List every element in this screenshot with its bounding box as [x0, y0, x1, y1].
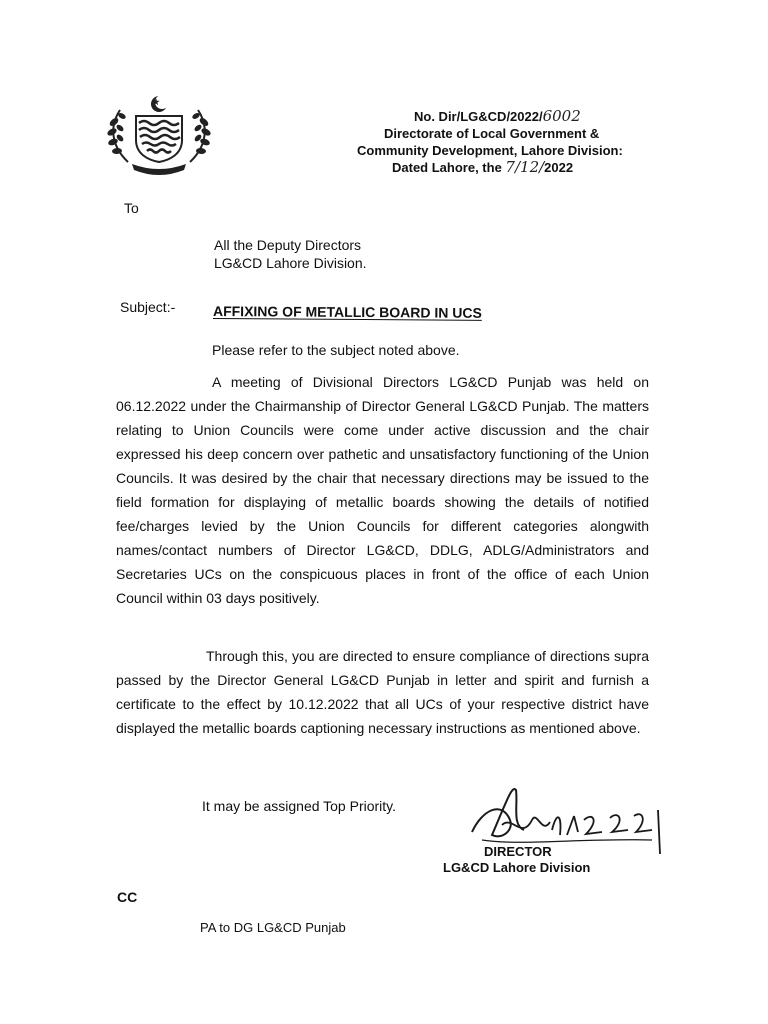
cc-label: CC: [117, 889, 138, 905]
signatory-title: DIRECTOR: [484, 844, 552, 859]
directions-paragraph: Through this, you are directed to ensure compliance of directions supra passed by the Director General LG&CD Punjab in letter and spirit and furnish a certificate to the effect by 10.12.2022 that all UCs of your respective district have displayed the metallic boards captioning necessary instructions as mentioned above.: [116, 648, 649, 736]
letter-number-handwritten: 6002: [542, 107, 581, 125]
office-line-2: Community Development, Lahore Division:: [357, 143, 623, 158]
subject-text: AFFIXING OF METALLIC BOARD IN UCS: [212, 303, 482, 321]
letter-number-prefix: No. Dir/LG&CD/2022/: [414, 109, 543, 124]
dated-prefix: Dated Lahore, the: [392, 160, 506, 175]
five-rivers-shield: [136, 116, 182, 162]
refer-paragraph: Please refer to the subject noted above.: [212, 342, 460, 358]
dated-line: [340, 159, 660, 176]
signatory-office: LG&CD Lahore Division: [443, 860, 591, 875]
reference-header: [340, 108, 660, 176]
recipient-line: LG&CD Lahore Division.: [214, 255, 367, 271]
letter-number: [340, 108, 660, 125]
recipient-line: All the Deputy Directors: [214, 237, 362, 253]
to-label: To: [124, 200, 139, 216]
subject-label: Subject:-: [120, 299, 176, 315]
dated-year: 2022: [544, 160, 574, 175]
crescent-star-icon: [151, 95, 169, 112]
right-wheat-sprig: [190, 110, 212, 162]
meeting-paragraph: A meeting of Divisional Directors LG&CD Punjab was held on 06.12.2022 under the Chairmanship of Director General LG&CD Punjab. The matters relating to Union Councils were come under active discussion and the chair expressed his deep concern over pathetic and unsatisfactory functioning of the Union Councils. It was desired by the chair that necessary directions may be issued to the field formation for displaying of metallic boards showing the details of notified fee/charges levied by the Union Councils for different categories alongwith names/contact numbers of Director LG&CD, DDLG, ADLG/Administrators and Secretaries UCs on the conspicuous places in front of the office of each Union Council within 03 days positively.: [116, 374, 649, 606]
recipient-block: [214, 236, 367, 272]
emblem-ribbon: [132, 164, 186, 175]
cc-item: PA to DG LG&CD Punjab: [200, 920, 346, 935]
priority-paragraph: It may be assigned Top Priority.: [202, 798, 397, 814]
left-wheat-sprig: [106, 110, 128, 162]
punjab-government-emblem: [100, 90, 218, 180]
office-line-1: Directorate of Local Government &: [384, 126, 600, 141]
dated-handwritten: 7/12/: [505, 158, 545, 176]
